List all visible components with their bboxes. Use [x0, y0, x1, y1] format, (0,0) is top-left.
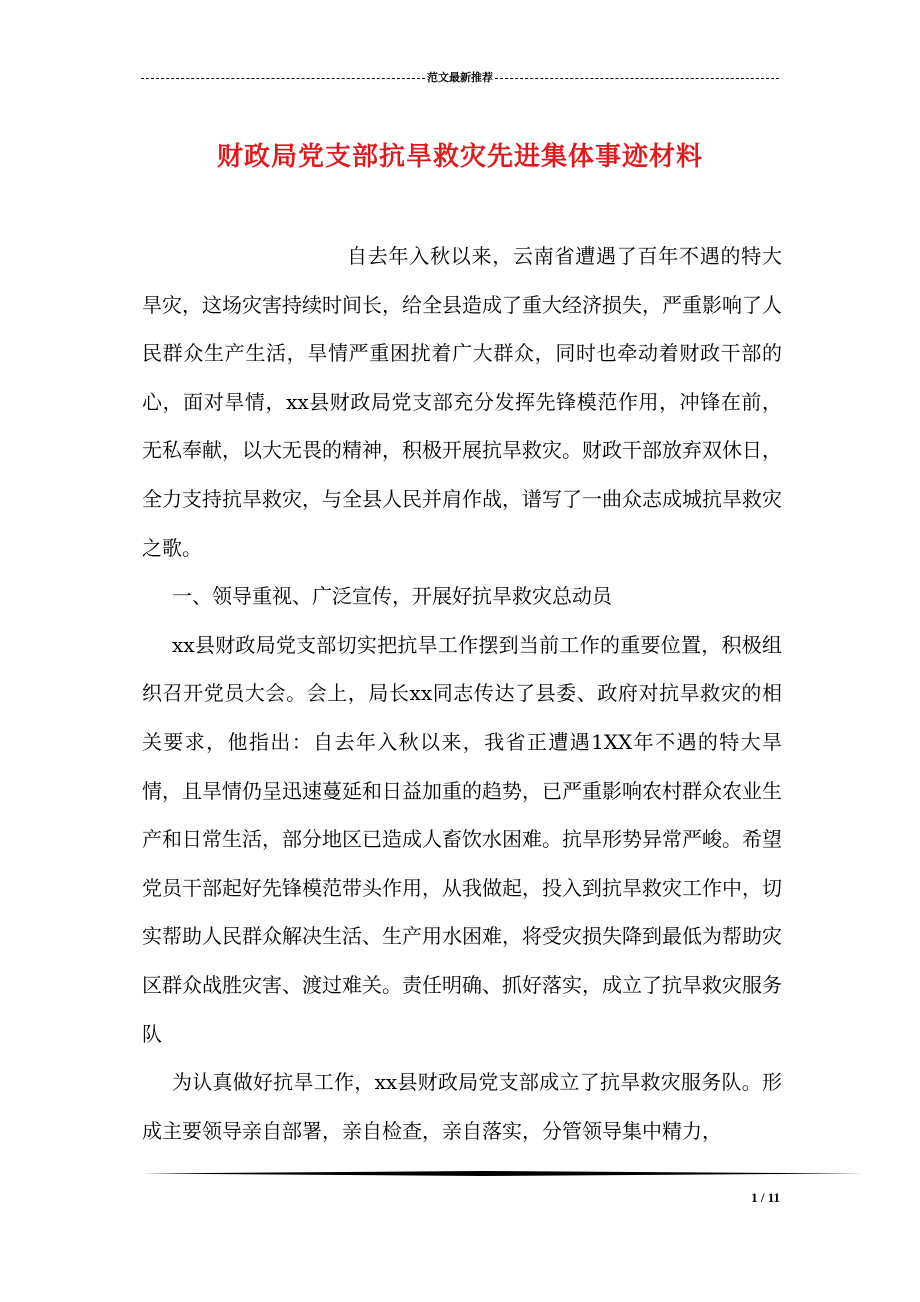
paragraph-service-team: 为认真做好抗旱工作，xx县财政局党支部成立了抗旱救灾服务队。形成主要领导亲自部署，亲自检查，亲自落实，分管领导集中精力，	[142, 1070, 782, 1143]
document-title: 财政局党支部抗旱救灾先进集体事迹材料	[216, 142, 703, 173]
document-body	[142, 232, 782, 1155]
paragraph-leadership: xx县财政局党支部切实把抗旱工作摆到当前工作的重要位置，积极组织召开党员大会。会上，局长xx同志传达了县委、政府对抗旱救灾的相关要求，他指出：自去年入秋以来，我省正遭遇1XX年不遇的特大旱情，且旱情仍呈迅速蔓延和日益加重的趋势，已严重影响农村群众农业生产和日常生活，部分地区已造成人畜饮水困难。抗旱形势异常严峻。希望党员干部起好先锋模范带头作用，从我做起，投入到抗旱救灾工作中，切实帮助人民群众解决生活、生产用水困难，将受灾损失降到最低为帮助灾区群众战胜灾害、渡过难关。责任明确、抓好落实，成立了抗旱救灾服务队	[142, 632, 782, 1046]
header-dash-left	[141, 78, 425, 79]
page-number: 1 / 11	[751, 1190, 780, 1205]
paragraph-intro: 自去年入秋以来，云南省遭遇了百年不遇的特大旱灾，这场灾害持续时间长，给全县造成了重大经济损失，严重影响了人民群众生产生活，旱情严重困扰着广大群众，同时也牵动着财政干部的心，面对旱情，xx县财政局党支部充分发挥先锋模范作用，冲锋在前，无私奉献，以大无畏的精神，积极开展抗旱救灾。财政干部放弃双休日，全力支持抗旱救灾，与全县人民并肩作战，谱写了一曲众志成城抗旱救灾之歌。	[142, 244, 782, 560]
footer-rule	[141, 1171, 863, 1176]
header-label: 范文最新推荐	[427, 71, 493, 84]
running-header	[141, 70, 779, 86]
header-dash-right	[495, 78, 779, 79]
section-heading-1: 一、领导重视、广泛宣传，开展好抗旱救灾总动员	[172, 584, 612, 609]
